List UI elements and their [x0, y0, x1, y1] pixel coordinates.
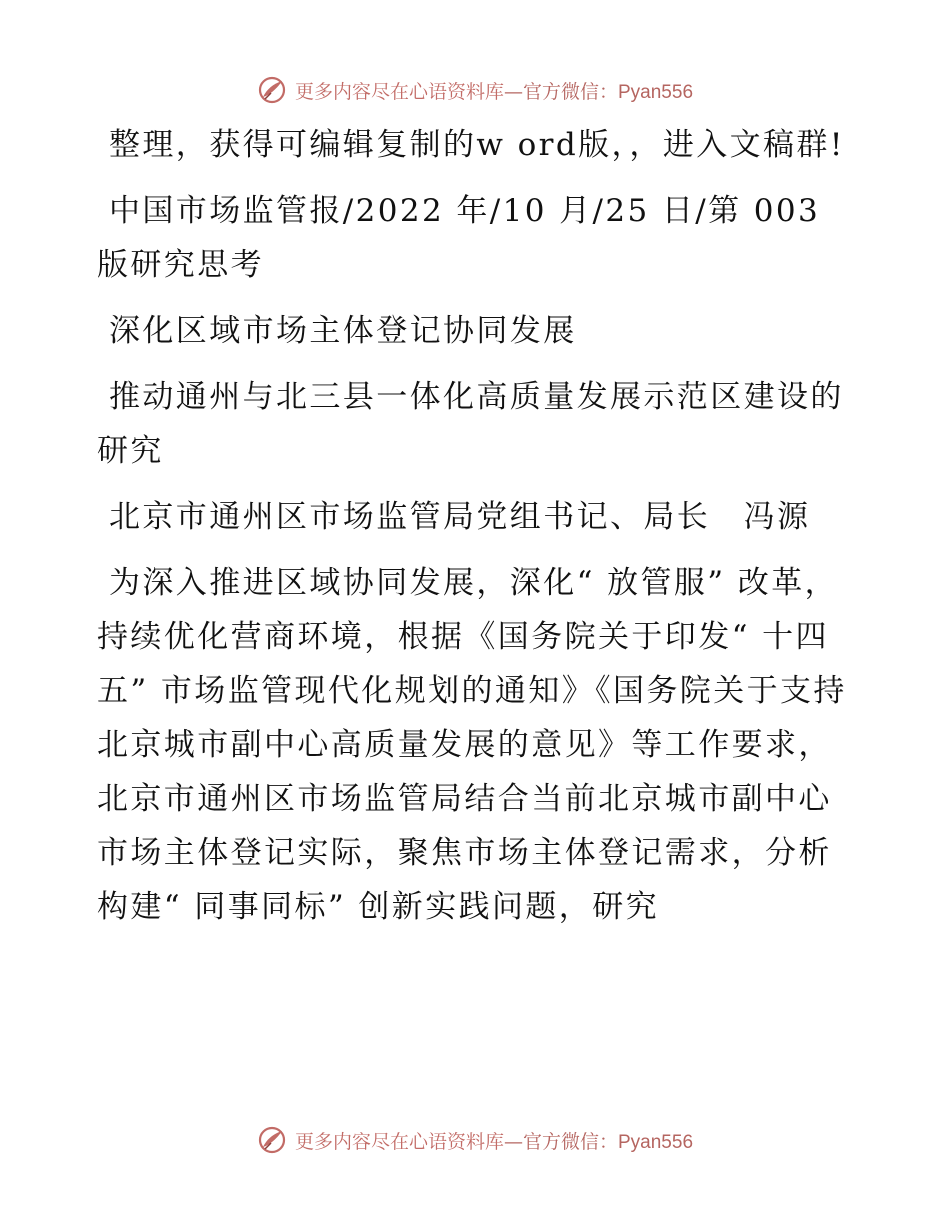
watermark-main-text: 更多内容尽在心语资料库 — [294, 1130, 504, 1153]
watermark-label: 官方微信： — [522, 1130, 618, 1153]
article-subtitle: 推动通州与北三县一体化高质量发展示范区建设的研究 — [97, 379, 844, 469]
body-paragraph: 为深入推进区域协同发展，深化“ 放管服” 改革，持续优化营商环境，根据《国务院关于印发“ 十四五” 市场监管现代化规划的通知》《国务院关于支持北京城市副中心高质量发展的意见》等工作要求，北京市通州区市场监管局结合当前北京城市副中心市场主体登记实际，聚焦市场主体登记需求，分析构建“ 同事同标” 创新实践问题，研究 — [97, 565, 847, 925]
watermark-dash: — — [503, 80, 523, 103]
watermark-label: 官方微信： — [522, 80, 618, 103]
intro-note: 整理，获得可编辑复制的w ord版，，进入文稿群! — [109, 127, 845, 163]
watermark-dash: — — [503, 1130, 523, 1153]
quill-logo-icon — [257, 1125, 287, 1155]
author-line: 北京市通州区市场监管局党组书记、局长 冯源 — [109, 499, 811, 535]
watermark-wechat-id: Pyan556 — [618, 81, 694, 103]
source-line: 中国市场监管报/2022 年/10 月/25 日/第 003 版研究思考 — [97, 193, 821, 283]
watermark-text — [295, 77, 693, 104]
quill-logo-icon — [257, 75, 287, 105]
footer-watermark-banner — [0, 1120, 950, 1160]
watermark-wechat-id: Pyan556 — [618, 1131, 694, 1153]
watermark-text — [295, 1127, 693, 1154]
watermark-main-text: 更多内容尽在心语资料库 — [294, 80, 504, 103]
document-body — [97, 118, 857, 946]
article-title: 深化区域市场主体登记协同发展 — [109, 313, 577, 349]
header-watermark-banner — [0, 70, 950, 110]
